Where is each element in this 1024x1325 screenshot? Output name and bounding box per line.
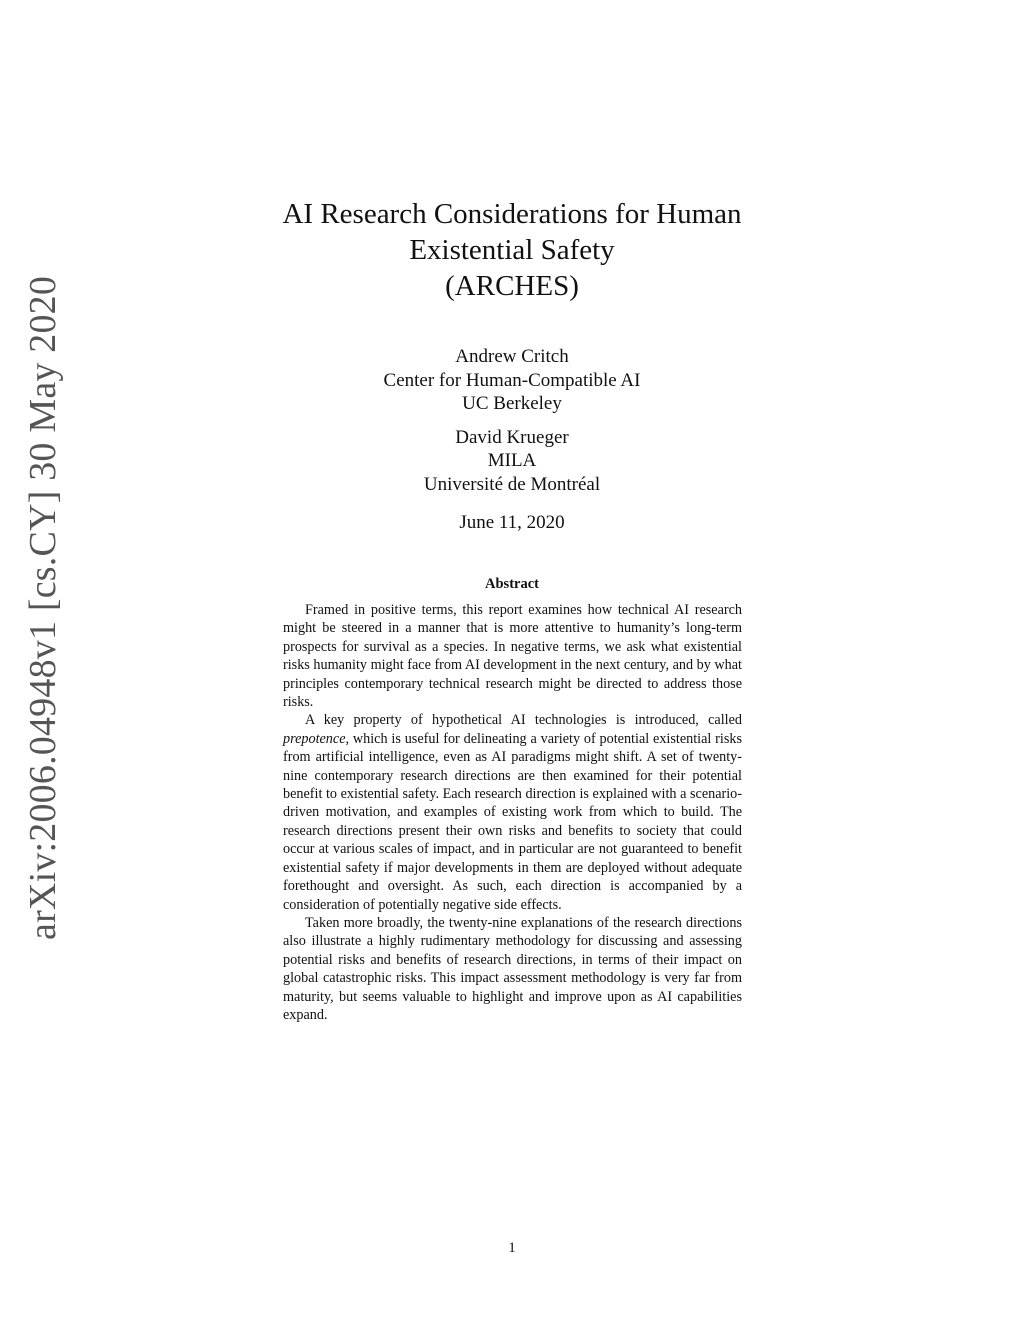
abstract-text: , which is useful for delineating a variety of potential existential risks from artificial intelligence, even as AI paradigms might shift. A set of twenty-nine contemporary research directions are then examined for their potential benefit to existential safety. Each research direction is explained with a scenario-driven motivation, and examples of existing work from which to build. The research directions present their own risks and benefits to society that could occur at various scales of impact, and in particular are not guaranteed to benefit existential safety if major developments in them are deployed without adequate forethought and oversight. As such, each direction is accompanied by a consideration of potentially negative side effects. — [283, 730, 742, 913]
title-line-2: Existential Safety — [409, 234, 615, 266]
author-affiliation: UC Berkeley — [462, 393, 562, 414]
author-affiliation: MILA — [487, 450, 537, 471]
author-name: Andrew Critch — [455, 346, 569, 367]
paper-title — [0, 196, 1024, 304]
abstract-paragraph — [283, 711, 742, 913]
author-block — [0, 345, 1024, 416]
abstract-paragraph: Taken more broadly, the twenty-nine explanations of the research directions also illustrate a highly rudimentary methodology for discussing and assessing potential risks and benefits of research directions, in terms of their impact on global catastrophic risks. This impact assessment methodology is very far from maturity, but seems valuable to highlight and improve upon as AI capabilities expand. — [283, 914, 742, 1023]
abstract-paragraph: Framed in positive terms, this report examines how technical AI research might be steered in a manner that is more attentive to humanity’s long-term prospects for survival as a species. In negative terms, we ask what existential risks humanity might face from AI development in the next century, and by what principles contemporary technical research might be directed to address those risks. — [283, 602, 742, 711]
title-line-3: (ARCHES) — [445, 270, 579, 302]
author-affiliation: Université de Montréal — [423, 473, 601, 495]
publication-date: June 11, 2020 — [459, 512, 565, 533]
author-affiliation: Center for Human-Compatible AI — [383, 369, 641, 391]
abstract-body — [283, 601, 742, 1024]
page-number: 1 — [508, 1240, 516, 1256]
emphasized-term: prepotence — [283, 730, 346, 747]
abstract-text: A key property of hypothetical AI technologies is introduced, called — [305, 712, 742, 729]
author-block — [0, 426, 1024, 497]
author-name: David Krueger — [455, 426, 569, 448]
abstract-heading: Abstract — [485, 576, 539, 592]
arxiv-identifier-stamp[interactable]: arXiv:2006.04948v1 [cs.CY] 30 May 2020 — [22, 275, 64, 940]
title-line-1: AI Research Considerations for Human — [282, 198, 742, 230]
author-list — [0, 345, 1024, 506]
